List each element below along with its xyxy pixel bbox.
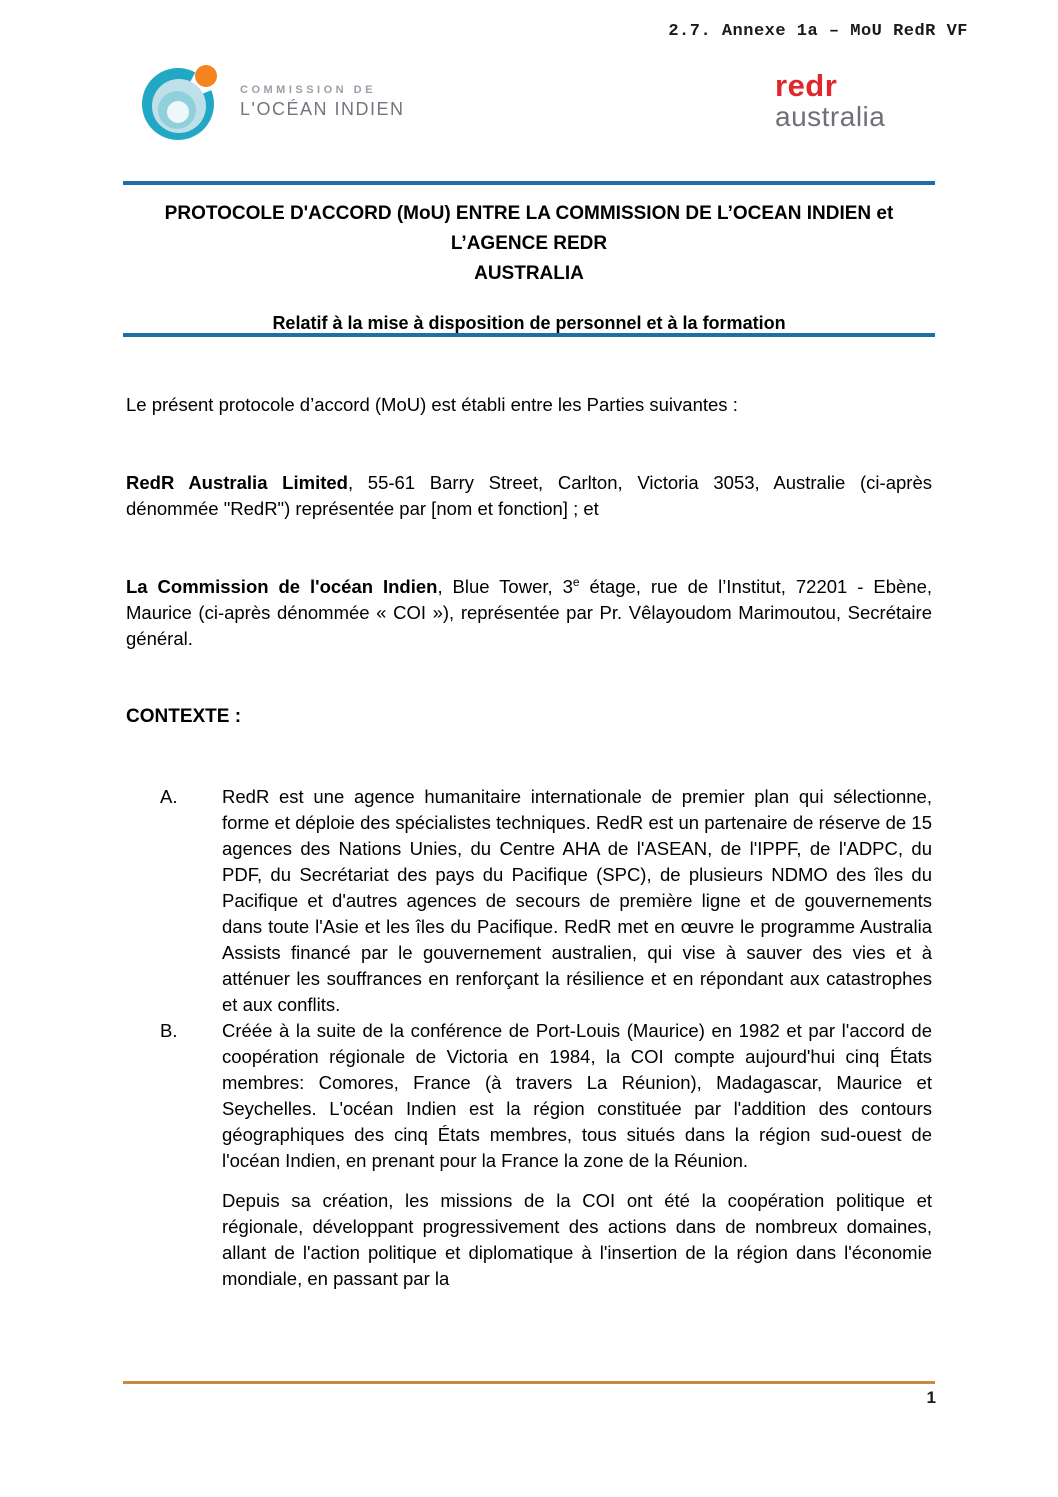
party2-paragraph [126,574,932,652]
document-title-line1: PROTOCOLE D'ACCORD (MoU) ENTRE LA COMMISSION DE L’OCEAN INDIEN et L’AGENCE REDR [164,203,894,254]
list-item-a [126,784,932,1018]
list-text-a: RedR est une agence humanitaire internationale de premier plan qui sélectionne, forme et déploie des spécialistes techniques. RedR est un partenaire de réserve de 15 agences des Nations Unies, du Centre AHA de l'ASEAN, de l'IPPF, de l'ADPC, du PDF, du Secrétariat des pays du Pacifique (SPC), de plusieurs NDMO des îles du Pacifique et d'autres agences de secours de première ligne et de gouvernements dans toute l'Asie et les îles du Pacifique. RedR met en œuvre le programme Australia Assists financé par le gouvernement australien, qui vise à sauver des vies et à atténuer les souffrances en renforçant la résilience et en répondant aux catastrophes et aux conflits. [222,786,932,1015]
list-text-b: Créée à la suite de la conférence de Port-Louis (Maurice) en 1982 et par l'accord de coopération régionale de Victoria en 1984, la COI compte aujourd'hui cinq États membres: Comores, France (à travers La Réunion), Madagascar, Maurice et Seychelles. L'océan Indien est la région constituée par l'addition des contours géographiques des cinq États membres, tous situés dans la région sud-ouest de l'océan Indien, en prenant pour la France la zone de la Réunion. [222,1020,932,1171]
party1-details: , 55-61 Barry Street, Carlton, Victoria 3053, Australie (ci-après dénommée "RedR") représentée par [nom et fonction] ; et [126,472,932,519]
followup-paragraph: Depuis sa création, les missions de la COI ont été la coopération politique et régionale, développant progressivement des actions dans de nombreux domaines, allant de l'action politique et diplomatique à l'insertion de la région dans l'économie mondiale, en passant par la [222,1190,932,1289]
redr-logo-line2: australia [775,101,886,132]
coi-logo-line1: COMMISSION DE [240,84,376,96]
page-number: 1 [926,1388,936,1407]
coi-logo-line2: L'OCÉAN INDIEN [240,99,405,119]
party2-details-post: étage, rue de l’Institut, 72201 - Ebène, Maurice (ci-après dénommée « COI »), représentée par Pr. Vêlayoudom Marimoutou, Secrétaire général. [126,576,933,649]
title-block [123,181,935,337]
coi-emblem-icon [140,62,226,142]
party2-superscript: e [572,574,580,589]
party2-details-pre: , Blue Tower, 3 [437,576,573,597]
document-body [126,380,932,1292]
redr-logo-line1: redr [775,68,838,103]
list-marker-a: A. [160,786,178,807]
footer-rule [123,1381,935,1384]
annex-label: 2.7. Annexe 1a – MoU RedR VF [668,22,968,41]
party2-name: La Commission de l'océan Indien [126,576,438,597]
party1-paragraph [126,470,932,522]
list-item-b [126,1018,932,1174]
redr-australia-logo [775,70,885,131]
list-marker-b: B. [160,1020,178,1041]
document-title-line2: AUSTRALIA [474,263,584,284]
coi-logo [140,62,404,142]
context-heading: CONTEXTE : [126,706,242,727]
party1-name: RedR Australia Limited [126,472,348,493]
document-subtitle: Relatif à la mise à disposition de personnel et à la formation [272,313,786,333]
coi-logo-text [240,84,404,120]
intro-paragraph: Le présent protocole d’accord (MoU) est établi entre les Parties suivantes : [126,394,738,415]
